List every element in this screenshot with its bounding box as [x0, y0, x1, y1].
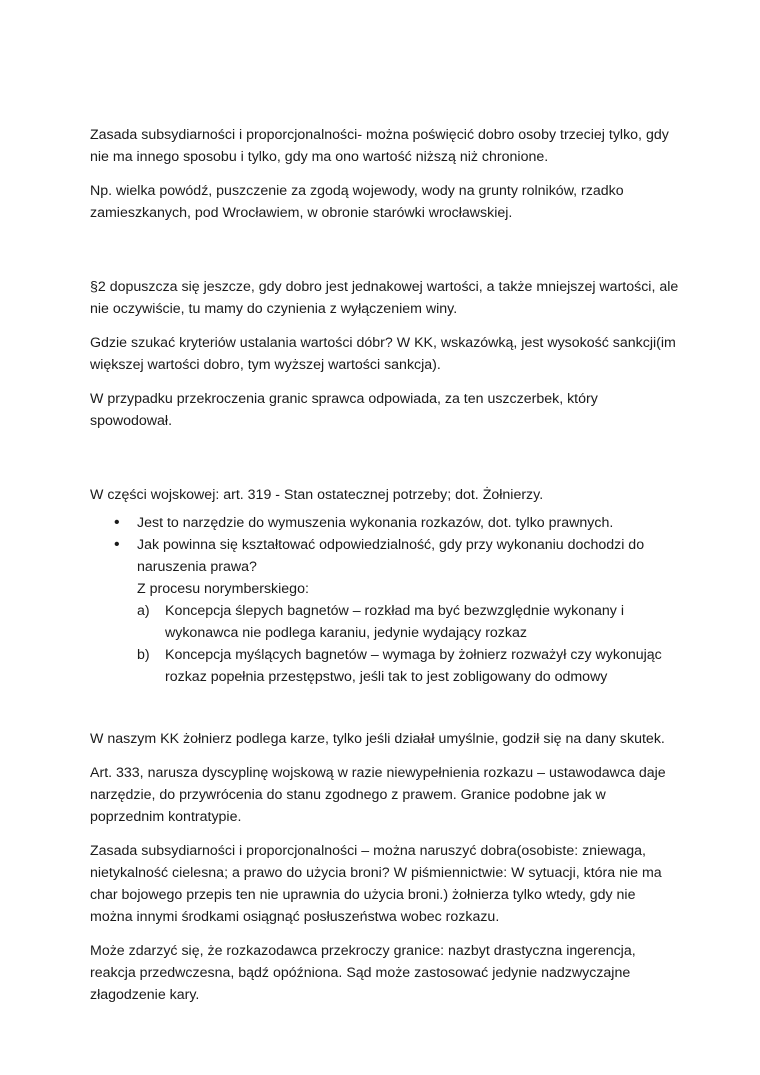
- bullet-subtext: Z procesu norymberskiego:: [137, 581, 309, 597]
- bullet-text: Jest to narzędzie do wymuszenia wykonania rozkazów, dot. tylko prawnych.: [137, 515, 614, 531]
- spacer: [90, 444, 680, 484]
- paragraph-subsidiarity-military: Zasada subsydiarności i proporcjonalności – można naruszyć dobra(osobiste: zniewaga, nietykalność cielesna; a prawo do użycia broni? W piśmiennictwie: W sytuacji, która nie ma char bojowego przepis ten nie uprawnia do użycia broni.) żołnierza tylko wtedy, gdy nie można innymi środkami osiągnąć posłuszeństwa wobec rozkazu.: [90, 843, 662, 925]
- paragraph-kk-soldier: W naszym KK żołnierz podlega karze, tylko jeśli działał umyślnie, godził się na dany skutek.: [90, 731, 665, 747]
- paragraph-criteria: Gdzie szukać kryteriów ustalania wartości dóbr? W KK, wskazówką, jest wysokość sankcji(im większej wartości dobro, tym wyższej wartości sankcja).: [90, 335, 676, 373]
- lettered-item: [137, 600, 680, 644]
- list-marker: b): [137, 647, 150, 663]
- bullet-item: [137, 512, 680, 534]
- lettered-list: [137, 600, 680, 688]
- paragraph-section-2: §2 dopuszcza się jeszcze, gdy dobro jest jednakowej wartości, a także mniejszej wartości, ale nie oczywiście, tu mamy do czynienia z wyłączeniem winy.: [90, 279, 679, 317]
- bullet-list: [90, 512, 680, 688]
- lettered-item-text: Koncepcja ślepych bagnetów – rozkład ma być bezwzględnie wykonany i wykonawca nie podlega karaniu, jedynie wydający rozkaz: [165, 603, 624, 641]
- paragraph-subsidiarity: Zasada subsydiarności i proporcjonalności- można poświęcić dobro osoby trzeciej tylko, gdy nie ma innego sposobu i tylko, gdy ma ono wartość niższą niż chronione.: [90, 127, 669, 165]
- document-body: [90, 124, 680, 1018]
- bullet-item: [137, 534, 680, 688]
- lettered-item-text: Koncepcja myślących bagnetów – wymaga by żołnierz rozważył czy wykonując rozkaz popełnia przestępstwo, jeśli tak to jest zobligowany do odmowy: [165, 647, 662, 685]
- list-marker: a): [137, 603, 150, 619]
- paragraph-military-heading: W części wojskowej: art. 319 - Stan ostatecznej potrzeby; dot. Żołnierzy.: [90, 487, 544, 503]
- bullet-text: Jak powinna się kształtować odpowiedzialność, gdy przy wykonaniu dochodzi do naruszenia prawa?: [137, 537, 645, 575]
- lettered-item: [137, 644, 680, 688]
- paragraph-art-333: Art. 333, narusza dyscyplinę wojskową w razie niewypełnienia rozkazu – ustawodawca daje narzędzie, do przywrócenia do stanu zgodnego z prawem. Granice podobne jak w poprzednim kontratypie.: [90, 765, 666, 825]
- spacer: [90, 688, 680, 728]
- spacer: [90, 236, 680, 276]
- paragraph-commander-limits: Może zdarzyć się, że rozkazodawca przekroczy granice: nazbyt drastyczna ingerencja, reakcja przedwczesna, bądź opóźniona. Sąd może zastosować jedynie nadzwyczajne złagodzenie kary.: [90, 943, 636, 1003]
- paragraph-flood-example: Np. wielka powódź, puszczenie za zgodą wojewody, wody na grunty rolników, rzadko zamieszkanych, pod Wrocławiem, w obronie starówki wrocławskiej.: [90, 183, 624, 221]
- paragraph-exceeding-limits: W przypadku przekroczenia granic sprawca odpowiada, za ten uszczerbek, który spowodował.: [90, 391, 598, 429]
